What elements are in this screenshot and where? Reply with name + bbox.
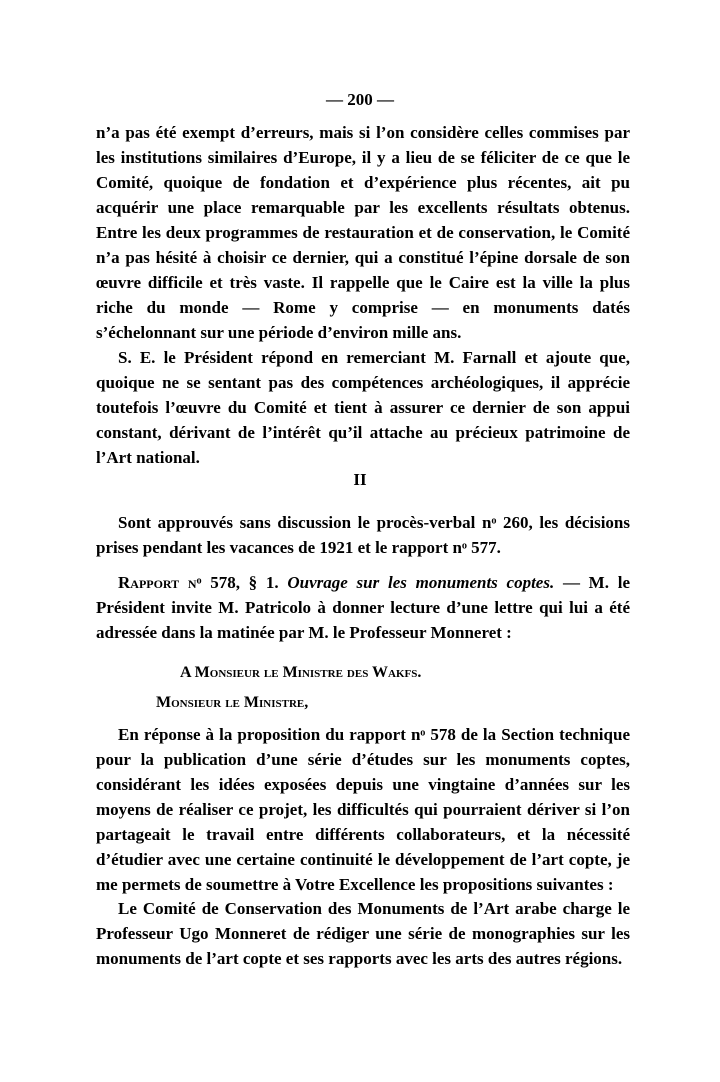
paragraph-3: Sont approuvés sans discussion le procès-verbal nᵒ 260, les décisions prises pendant les vacances de 1921 et le rapport nᵒ 577. — [96, 513, 630, 557]
text-block-2 — [96, 510, 630, 560]
paragraph-1: n’a pas été exempt d’erreurs, mais si l’on considère celles commises par les institutions similaires d’Europe, il y a lieu de se féliciter de ce que le Comité, quoique de fondation et d’expérience plus récentes, ait pu acquérir une place remarquable par les excellents résultats obtenus. Entre les deux programmes de restauration et de conservation, le Comité n’a pas hésité à choisir ce dernier, qui a constitué l’épine dorsale de son œuvre difficile et très vaste. Il rappelle que le Caire est la ville la plus riche du monde — Rome y comprise — en monuments datés s’échelonnant sur une période d’environ mille ans. — [96, 123, 630, 342]
paragraph-2: S. E. le Président répond en remerciant M. Farnall et ajoute que, quoique ne se sentant pas des compétences archéologiques, il apprécie toutefois l’œuvre du Comité et tient à assurer ce dernier de son appui constant, dérivant de l’intérêt qu’il attache au précieux patrimoine de l’Art national. — [96, 348, 630, 467]
section-heading: II — [353, 470, 367, 489]
page-number: — 200 — — [326, 90, 394, 109]
salutation: Monsieur le Ministre, — [156, 694, 309, 711]
text-block-5 — [96, 896, 630, 971]
text-block-3 — [96, 570, 630, 645]
rapport-title: Ouvrage sur les monuments coptes. — [287, 573, 555, 592]
rapport-paragraph — [96, 570, 630, 645]
address-line: A Monsieur le Ministre des Wakfs. — [180, 664, 422, 681]
paragraph-4: En réponse à la proposition du rapport nᵒ 578 de la Section technique pour la publication d’une série d’études sur les monuments coptes, considérant les idées exposées depuis une vingtaine d’années sur les moyens de réaliser ce projet, les difficultés qui pourraient dériver si l’on partageait le travail entre différents collaborateurs, et la nécessité d’étudier avec une certaine continuité le développement de l’art copte, je me permets de soumettre à Votre Excellence les propositions suivantes : — [96, 725, 630, 894]
paragraph-5: Le Comité de Conservation des Monuments de l’Art arabe charge le Professeur Ugo Monneret de rédiger une série de monographies sur les monuments de l’art copte et ses rapports avec les arts des autres régions. — [96, 899, 630, 968]
rapport-text: — M. le Président invite M. Patricolo à donner lecture d’une lettre qui lui a été adressée dans la matinée par M. le Professeur Monneret : — [96, 573, 630, 642]
rapport-label: Rapport nᵒ 578, § 1. — [118, 573, 279, 592]
text-block-1 — [96, 120, 630, 470]
text-block-4 — [96, 722, 630, 897]
